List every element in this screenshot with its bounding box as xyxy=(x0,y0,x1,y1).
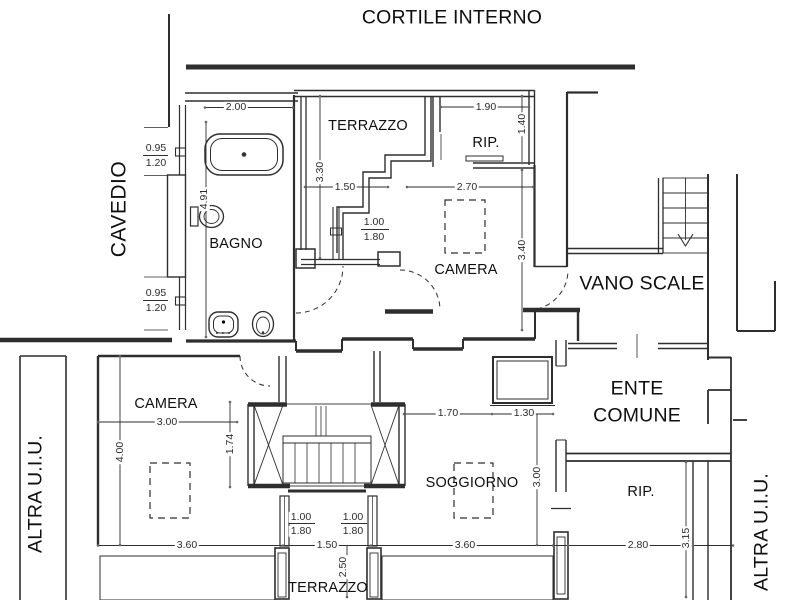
dim-bath-width: 2.00 xyxy=(225,100,247,113)
dim-terr-win-w: 1.00 xyxy=(363,215,385,228)
dim-camera-top-w: 2.70 xyxy=(456,180,478,193)
dim-win4-h: 1.80 xyxy=(342,524,364,537)
shelf-icon xyxy=(466,156,503,161)
dim-win3-w: 1.00 xyxy=(290,510,312,523)
dim-rip-bottom-h: 3.15 xyxy=(679,527,692,549)
label-cortile-interno: CORTILE INTERNO xyxy=(361,6,543,29)
label-ente-comune-line1: ENTE xyxy=(610,377,664,400)
dim-terrazzo-len: 3.30 xyxy=(313,161,326,183)
dim-terr-win-h: 1.80 xyxy=(363,230,385,243)
label-soggiorno: SOGGIORNO xyxy=(425,474,519,491)
dim-bagno-len: 4.91 xyxy=(197,188,210,210)
label-bagno: BAGNO xyxy=(209,235,263,252)
label-camera-bottom: CAMERA xyxy=(134,395,198,412)
camera-bottom-walls xyxy=(20,351,380,600)
vano-scale-walls xyxy=(567,93,775,361)
dim-win2-w: 0.95 xyxy=(145,286,167,299)
dim-terr-depth: 2.50 xyxy=(336,556,349,578)
dim-rip-top-h: 1.40 xyxy=(515,113,528,135)
dim-sogg-h: 3.00 xyxy=(530,466,543,488)
dim-win2-h: 1.20 xyxy=(145,301,167,314)
dim-sogg-1: 1.70 xyxy=(437,406,459,419)
dim-win1-w: 0.95 xyxy=(145,141,167,154)
shaft-square xyxy=(490,357,555,406)
dim-camera-bottom-w: 3.00 xyxy=(156,415,178,428)
dimension-lines xyxy=(98,96,733,597)
dim-terrazzo-w: 1.50 xyxy=(334,180,356,193)
rip-bottom-walls xyxy=(693,461,708,600)
stairs-icon xyxy=(659,178,709,253)
sink-icon xyxy=(209,312,238,337)
bathtub-icon xyxy=(205,134,283,175)
label-ente-comune-line2: COMUNE xyxy=(593,404,681,427)
label-altra-uiu-right: ALTRA U.I.U. xyxy=(750,473,773,591)
dim-terr-opening: 1.50 xyxy=(316,538,338,551)
dim-win4-w: 1.00 xyxy=(342,510,364,523)
camera-top-walls xyxy=(385,92,580,341)
label-terrazzo-bottom: TERRAZZO xyxy=(288,579,368,596)
bidet-icon xyxy=(253,312,274,337)
dim-stair-w: 1.74 xyxy=(223,433,236,455)
label-rip-top: RIP. xyxy=(472,134,500,151)
dim-camera-top-h: 3.40 xyxy=(515,239,528,261)
dim-rip-top-w: 1.90 xyxy=(475,100,497,113)
dim-rip-bottom-w: 2.80 xyxy=(627,538,649,551)
label-cavedio: CAVEDIO xyxy=(107,160,131,258)
label-rip-bottom: RIP. xyxy=(627,483,655,500)
label-altra-uiu-left: ALTRA U.I.U. xyxy=(24,435,47,553)
label-vano-scale: VANO SCALE xyxy=(579,272,705,295)
label-camera-top: CAMERA xyxy=(434,261,498,278)
dim-terr-left: 3.60 xyxy=(176,538,198,551)
dim-win1-h: 1.20 xyxy=(145,156,167,169)
dim-camera-bottom-h: 4.00 xyxy=(113,441,126,463)
stairwell xyxy=(248,404,405,491)
corridor-wall xyxy=(296,310,535,351)
dim-terr-right: 3.60 xyxy=(454,538,476,551)
door-arcs xyxy=(240,266,568,386)
dim-win3-h: 1.80 xyxy=(290,524,312,537)
label-terrazzo-top: TERRAZZO xyxy=(328,117,408,134)
skylights xyxy=(150,200,493,518)
dim-sogg-2: 1.30 xyxy=(513,406,535,419)
dimension-ticks xyxy=(97,95,735,599)
